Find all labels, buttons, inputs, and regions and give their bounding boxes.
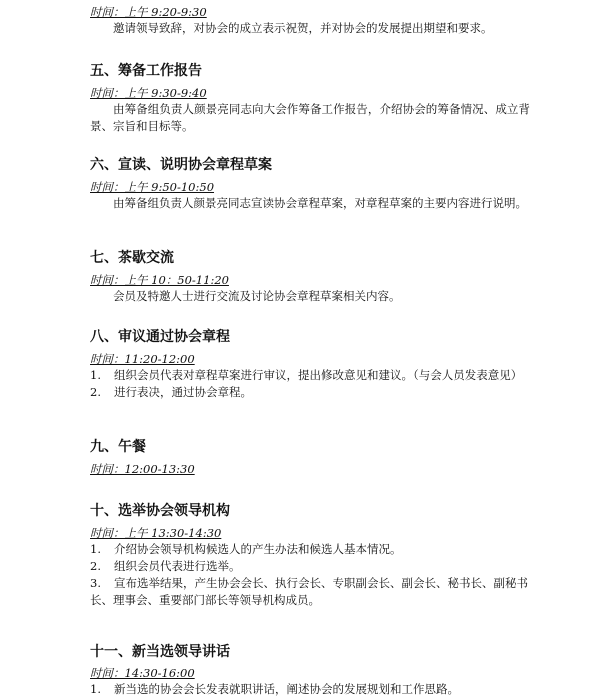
section-description: 邀请领导致辞，对协会的成立表示祝贺，并对协会的发展提出期望和要求。 — [113, 21, 493, 35]
list-item — [90, 575, 530, 609]
time-label: 时间：上午 9:50-10:50 — [90, 180, 215, 194]
time-label: 时间：上午 10：50-11:20 — [90, 273, 229, 287]
list-item — [90, 541, 530, 558]
section-heading: 十一、新当选领导讲话 — [90, 644, 230, 660]
list-number: 1. — [90, 542, 101, 556]
list-text: 介绍协会领导机构候选人的产生办法和候选人基本情况。 — [114, 542, 402, 556]
section-heading: 九、午餐 — [90, 439, 146, 455]
list-text: 组织会员代表进行选举。 — [114, 559, 241, 573]
section-10 — [90, 502, 530, 609]
section-heading: 八、审议通过协会章程 — [90, 329, 230, 345]
list-number: 1. — [90, 682, 101, 696]
section-description: 由筹备组负责人颜景亮同志宣读协会章程草案，对章程草案的主要内容进行说明。 — [113, 196, 527, 210]
list-number: 3. — [90, 576, 101, 590]
section-description: 由筹备组负责人颜景亮同志向大会作筹备工作报告，介绍协会的筹备情况、成立背景、宗旨和目标等。 — [90, 102, 530, 133]
section-6 — [90, 156, 530, 212]
list-text: 宣布选举结果，产生协会会长、执行会长、专职副会长、副会长、秘书长、副秘书长、理事会、重要部门部长等领导机构成员。 — [90, 576, 528, 607]
list-item — [90, 367, 530, 384]
section-11 — [90, 643, 530, 698]
time-label: 时间：上午 9:30-9:40 — [90, 86, 207, 100]
section-9 — [90, 438, 530, 477]
list-number: 2. — [90, 559, 101, 573]
list-text: 组织会员代表对章程草案进行审议，提出修改意见和建议。（与会人员发表意见） — [114, 368, 523, 382]
section-8 — [90, 328, 530, 401]
time-label: 时间：上午 9:20-9:30 — [90, 5, 207, 19]
section-heading: 六、宣读、说明协会章程草案 — [90, 157, 272, 173]
section-heading: 五、筹备工作报告 — [90, 63, 202, 79]
section-heading: 七、茶歇交流 — [90, 250, 174, 266]
time-label: 时间：14:30-16:00 — [90, 666, 195, 680]
time-label: 时间：11:20-12:00 — [90, 352, 195, 366]
section-heading: 十、选举协会领导机构 — [90, 503, 230, 519]
list-item — [90, 384, 530, 401]
section-7 — [90, 249, 530, 305]
list-text: 新当选的协会会长发表就职讲话，阐述协会的发展规划和工作思路。 — [114, 682, 459, 696]
time-label: 时间：上午 13:30-14:30 — [90, 526, 222, 540]
list-number: 1. — [90, 368, 101, 382]
list-item — [90, 681, 530, 698]
list-item — [90, 558, 530, 575]
list-text: 进行表决，通过协会章程。 — [114, 385, 252, 399]
list-number: 2. — [90, 385, 101, 399]
section-5 — [90, 62, 530, 135]
time-label: 时间：12:00-13:30 — [90, 462, 195, 476]
section-description: 会员及特邀人士进行交流及讨论协会章程草案相关内容。 — [113, 289, 401, 303]
section-leader-speech-tail — [90, 4, 530, 37]
